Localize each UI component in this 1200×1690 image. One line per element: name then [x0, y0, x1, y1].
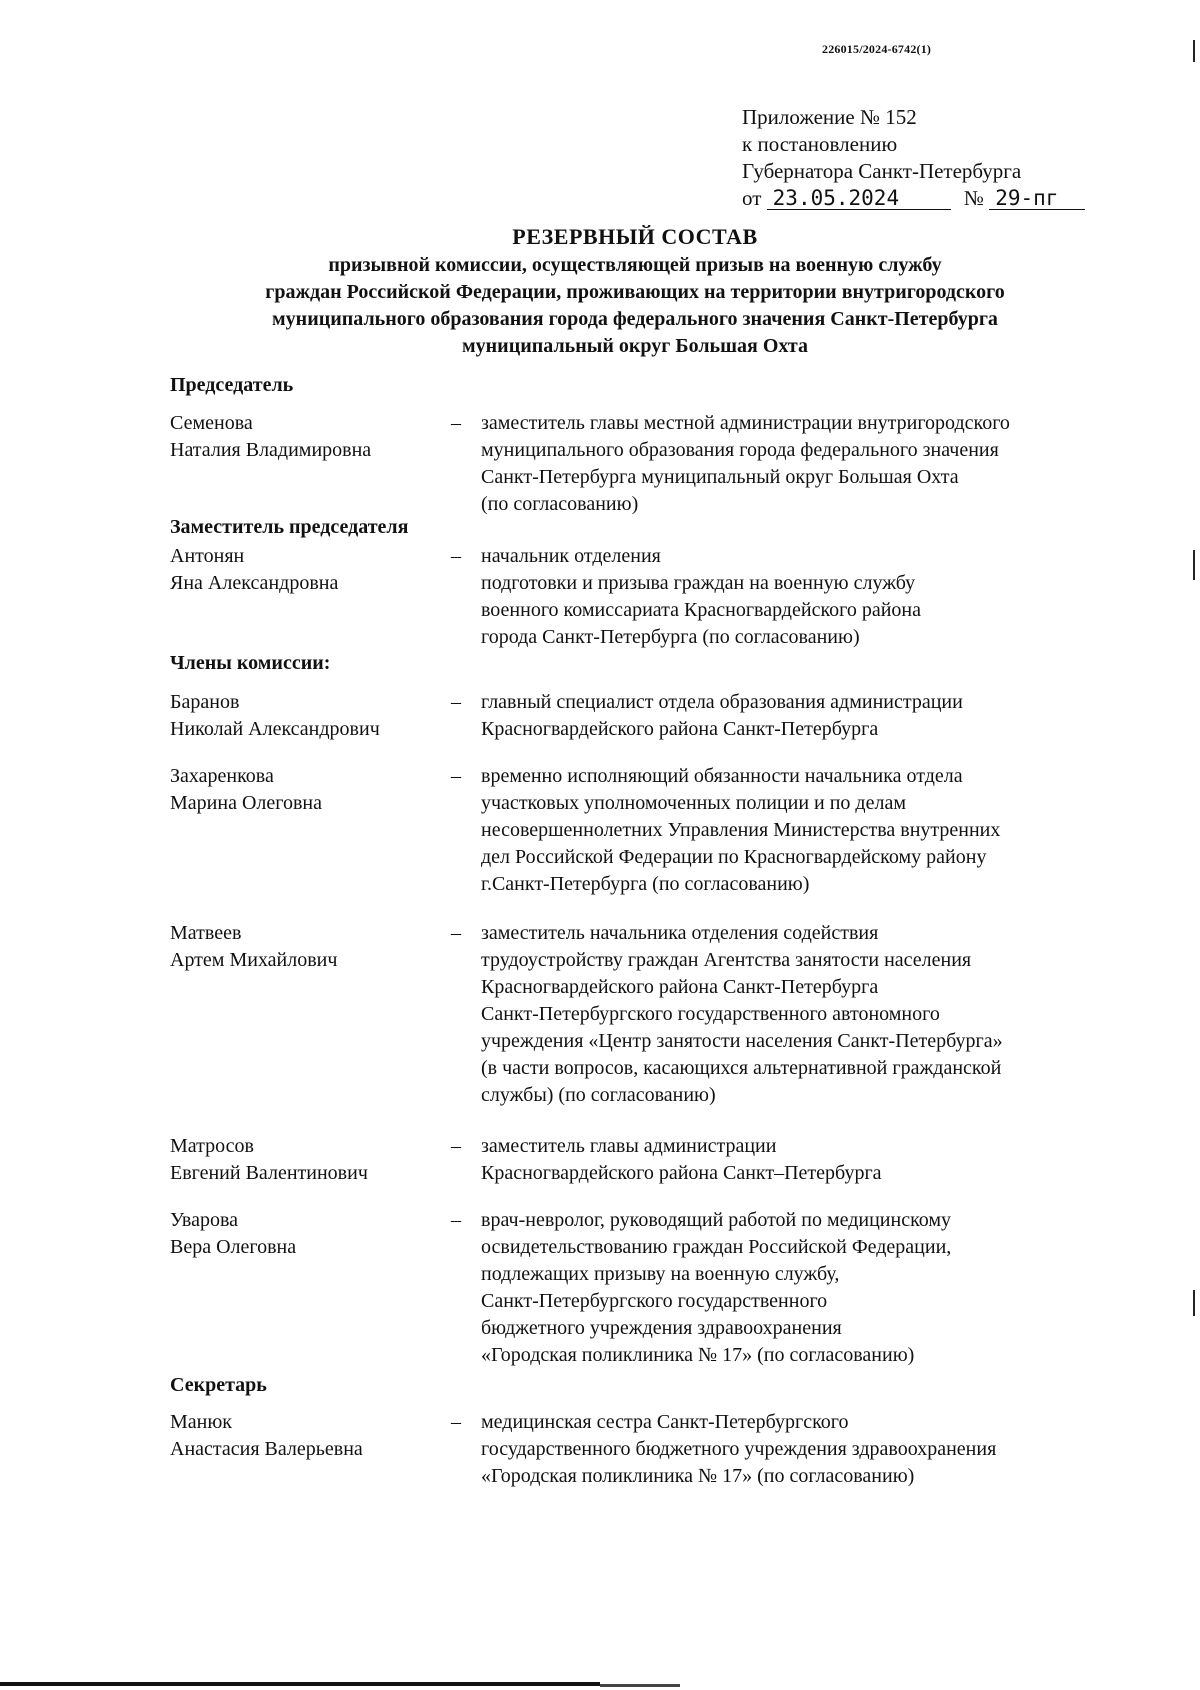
position-line: Санкт-Петербурга муниципальный округ Большая Охта [481, 466, 959, 488]
subtitle-line: граждан Российской Федерации, проживающих на территории внутригородского [265, 281, 1005, 303]
separator-dash: – [451, 1411, 461, 1433]
position-line: государственного бюджетного учреждения здравоохранения [481, 1438, 997, 1460]
member-position [481, 1133, 1121, 1187]
member-position [481, 920, 1121, 1109]
position-line: муниципального образования города федерального значения [481, 439, 999, 461]
position-line: подлежащих призыву на военную службу, [481, 1263, 840, 1285]
position-line: врач-невролог, руководящий работой по медицинскому [481, 1209, 952, 1231]
separator-dash: – [451, 765, 461, 787]
member-surname: Уварова [170, 1209, 239, 1231]
section-secretary-heading: Секретарь [170, 1374, 267, 1396]
position-line: «Городская поликлиника № 17» (по согласованию) [481, 1344, 915, 1366]
member-position [481, 1409, 1121, 1490]
separator-dash: – [451, 412, 461, 434]
scan-edge-right [1193, 550, 1195, 580]
section-deputy-heading: Заместитель председателя [170, 516, 409, 538]
member-position [481, 1207, 1121, 1369]
member-surname: Баранов [170, 691, 240, 713]
member-name [170, 1207, 450, 1261]
position-line: «Городская поликлиника № 17» (по согласованию) [481, 1465, 915, 1487]
member-surname: Захаренкова [170, 765, 274, 787]
member-given-names: Артем Михайлович [170, 949, 338, 971]
title-block [170, 222, 1100, 360]
member-name [170, 410, 450, 464]
member-given-names: Марина Олеговна [170, 792, 322, 814]
document-title: РЕЗЕРВНЫЙ СОСТАВ [512, 224, 758, 249]
position-line: г.Санкт-Петербурга (по согласованию) [481, 873, 810, 895]
subtitle-line: муниципальный округ Большая Охта [462, 335, 808, 357]
position-line: заместитель главы администрации [481, 1135, 777, 1157]
appendix-header [742, 104, 1085, 212]
position-line: Санкт-Петербургского государственного автономного [481, 1003, 940, 1025]
scan-edge-bottom-fragment [600, 1684, 680, 1687]
decree-number: 29-пг [989, 187, 1085, 210]
member-given-names: Наталия Владимировна [170, 439, 372, 461]
member-name [170, 1133, 450, 1187]
member-given-names: Яна Александровна [170, 572, 339, 594]
appendix-issuer: Губернатора Санкт-Петербурга [742, 159, 1022, 183]
position-line: военного комиссариата Красногвардейского района [481, 599, 922, 621]
position-line: Красногвардейского района Санкт-Петербурга [481, 976, 879, 998]
position-line: учреждения «Центр занятости населения Санкт-Петербурга» [481, 1030, 1003, 1052]
position-line: службы) (по согласованию) [481, 1084, 716, 1106]
appendix-reference: к постановлению [742, 132, 898, 156]
subtitle-line: муниципального образования города федерального значения Санкт-Петербурга [272, 308, 998, 330]
scan-edge-right [1193, 40, 1195, 62]
member-position [481, 543, 1121, 651]
member-surname: Матвеев [170, 922, 242, 944]
member-name [170, 763, 450, 817]
position-line: участковых уполномоченных полиции и по делам [481, 792, 906, 814]
position-line: несовершеннолетних Управления Министерства внутренних [481, 819, 1001, 841]
member-name [170, 689, 450, 743]
member-surname: Манюк [170, 1411, 233, 1433]
appendix-number: Приложение № 152 [742, 105, 917, 129]
position-line: (по согласованию) [481, 493, 639, 515]
position-line: главный специалист отдела образования администрации [481, 691, 963, 713]
subtitle-line: призывной комиссии, осуществляющей призыв на военную службу [328, 254, 942, 276]
position-line: Санкт-Петербургского государственного [481, 1290, 828, 1312]
member-name [170, 1409, 450, 1463]
separator-dash: – [451, 691, 461, 713]
appendix-date-line [742, 185, 1085, 212]
date-prefix: от [742, 186, 762, 210]
position-line: начальник отделения [481, 545, 661, 567]
position-line: временно исполняющий обязанности начальника отдела [481, 765, 963, 787]
separator-dash: – [451, 922, 461, 944]
member-position [481, 410, 1121, 518]
member-name [170, 920, 450, 974]
member-surname: Антонян [170, 545, 245, 567]
position-line: медицинская сестра Санкт-Петербургского [481, 1411, 849, 1433]
member-position [481, 763, 1121, 898]
scan-edge-right [1193, 1290, 1195, 1316]
section-chair-heading: Председатель [170, 374, 294, 396]
position-line: дел Российской Федерации по Красногвардейскому району [481, 846, 987, 868]
position-line: (в части вопросов, касающихся альтернативной гражданской [481, 1057, 1002, 1079]
document-registration-number: 226015/2024-6742(1) [822, 42, 932, 56]
member-name [170, 543, 450, 597]
position-line: бюджетного учреждения здравоохранения [481, 1317, 842, 1339]
separator-dash: – [451, 545, 461, 567]
position-line: освидетельствованию граждан Российской Федерации, [481, 1236, 952, 1258]
member-position [481, 689, 1121, 743]
member-given-names: Евгений Валентинович [170, 1162, 368, 1184]
position-line: заместитель начальника отделения содействия [481, 922, 879, 944]
member-surname: Матросов [170, 1135, 254, 1157]
scan-edge-bottom [0, 1682, 600, 1686]
member-given-names: Вера Олеговна [170, 1236, 297, 1258]
position-line: города Санкт-Петербурга (по согласованию) [481, 626, 860, 648]
position-line: Красногвардейского района Санкт-Петербурга [481, 718, 879, 740]
position-line: трудоустройству граждан Агентства занятости населения [481, 949, 972, 971]
number-sign: № [963, 186, 984, 210]
member-surname: Семенова [170, 412, 253, 434]
separator-dash: – [451, 1209, 461, 1231]
member-given-names: Николай Александрович [170, 718, 380, 740]
member-given-names: Анастасия Валерьевна [170, 1438, 363, 1460]
separator-dash: – [451, 1135, 461, 1157]
position-line: подготовки и призыва граждан на военную службу [481, 572, 916, 594]
decree-date: 23.05.2024 [767, 187, 951, 210]
position-line: Красногвардейского района Санкт–Петербурга [481, 1162, 882, 1184]
section-members-heading: Члены комиссии: [170, 652, 331, 674]
position-line: заместитель главы местной администрации внутригородского [481, 412, 1010, 434]
